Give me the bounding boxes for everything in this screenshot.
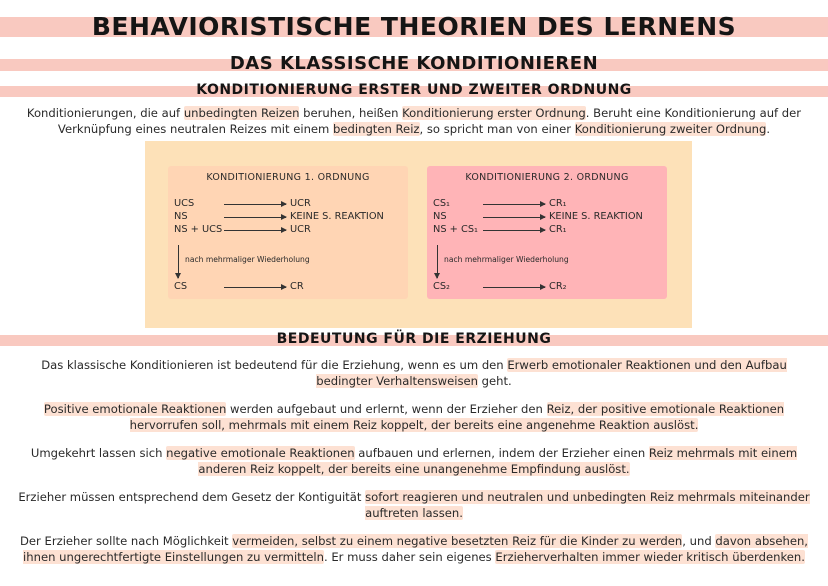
text-segment: beruhen, heißen — [299, 106, 403, 120]
right-arrow-icon — [224, 217, 286, 218]
response: CR — [290, 281, 304, 292]
highlighted-text: davon absehen, ihnen ungerechtfertigte Einstellungen zu vermitteln — [23, 534, 808, 564]
stimulus: CS₂ — [433, 281, 450, 292]
highlighted-text: Positive emotionale Reaktionen — [43, 402, 227, 416]
highlighted-text: bedingten Reiz — [333, 122, 420, 136]
response: UCR — [290, 198, 311, 209]
text-segment: Das klassische Konditionieren ist bedeutend für die Erziehung, wenn es um den — [41, 358, 508, 372]
highlighted-text: unbedingten Reizen — [183, 106, 300, 120]
highlighted-text: Konditionierung erster Ordnung — [402, 106, 586, 120]
right-arrow-icon — [483, 230, 545, 231]
stimulus: NS — [433, 211, 447, 222]
stimulus: NS + UCS — [174, 224, 223, 235]
text-segment: . Er muss daher sein eigenes — [323, 550, 496, 564]
card-second-order — [427, 166, 667, 299]
section-heading-education: BEDEUTUNG FÜR DIE ERZIEHUNG — [276, 331, 552, 347]
card-title: KONDITIONIERUNG 1. ORDNUNG — [206, 172, 370, 183]
text-segment: Konditionierungen, die auf — [26, 106, 184, 120]
highlighted-text: negative emotionale Reaktionen — [166, 446, 355, 460]
text-segment: . Beruht eine Konditionierung auf der Verknüpfung eines neutralen Reizes mit einem — [57, 106, 802, 136]
stimulus: CS — [174, 281, 188, 292]
highlighted-text: vermeiden, selbst zu einem negative besetzten Reiz für die Kinder zu werden — [232, 534, 683, 548]
text-segment: Der Erzieher sollte nach Möglichkeit — [20, 534, 233, 548]
highlighted-text: Erwerb emotionaler Reaktionen und den Aufbau bedingter Verhaltensweisen — [316, 358, 787, 388]
right-arrow-icon — [483, 204, 545, 205]
stimulus: CS₁ — [433, 198, 450, 209]
highlighted-text: Reiz, der positive emotionale Reaktionen hervorrufen soll, mehrmals mit einem Reiz koppelt, der bereits eine angenehme Reaktion auslöst. — [129, 402, 785, 432]
highlighted-text: Konditionierung zweiter Ordnung — [574, 122, 767, 136]
text-segment: geht. — [477, 374, 512, 388]
text-segment: aufbauen und erlernen, indem der Erzieher einen — [354, 446, 649, 460]
down-arrow-icon — [437, 245, 438, 278]
text-segment: , und — [682, 534, 716, 548]
right-arrow-icon — [483, 287, 545, 288]
education-paragraph — [14, 357, 814, 389]
section-heading-orders: KONDITIONIERUNG ERSTER UND ZWEITER ORDNUNG — [196, 82, 632, 98]
highlighted-text: Reiz mehrmals mit einem anderen Reiz koppelt, der bereits eine unangenehme Empfindung auslöst. — [198, 446, 798, 476]
response: CR₁ — [549, 198, 567, 209]
response: KEINE S. REAKTION — [290, 211, 384, 222]
education-paragraph — [14, 445, 814, 477]
stimulus: NS + CS₁ — [433, 224, 478, 235]
right-arrow-icon — [224, 204, 286, 205]
response: CR₁ — [549, 224, 567, 235]
education-paragraph — [14, 533, 814, 565]
response: KEINE S. REAKTION — [549, 211, 643, 222]
highlighted-text: Erzieherverhalten immer wieder kritisch überdenken. — [495, 550, 805, 564]
text-segment: werden aufgebaut und erlernt, wenn der Erzieher den — [226, 402, 547, 416]
down-arrow-icon — [178, 245, 179, 278]
response: UCR — [290, 224, 311, 235]
text-segment: Umgekehrt lassen sich — [30, 446, 167, 460]
card-first-order — [168, 166, 408, 299]
right-arrow-icon — [483, 217, 545, 218]
stimulus: NS — [174, 211, 188, 222]
text-segment: , so spricht man von einer — [419, 122, 575, 136]
right-arrow-icon — [224, 287, 286, 288]
education-paragraph — [14, 489, 814, 521]
education-paragraph — [14, 401, 814, 433]
intro-paragraph — [14, 105, 814, 137]
stimulus: UCS — [174, 198, 195, 209]
page-title: BEHAVIORISTISCHE THEORIEN DES LERNENS — [91, 12, 737, 41]
repetition-note: nach mehrmaliger Wiederholung — [185, 255, 310, 264]
card-title: KONDITIONIERUNG 2. ORDNUNG — [465, 172, 629, 183]
conditioning-diagram — [145, 141, 692, 328]
page-subtitle: DAS KLASSISCHE KONDITIONIEREN — [229, 53, 599, 74]
highlighted-text: sofort reagieren und neutralen und unbedingten Reiz mehrmals miteinander auftreten lassen. — [365, 490, 810, 520]
text-segment: . — [766, 122, 771, 136]
right-arrow-icon — [224, 230, 286, 231]
response: CR₂ — [549, 281, 567, 292]
repetition-note: nach mehrmaliger Wiederholung — [444, 255, 569, 264]
text-segment: Erzieher müssen entsprechend dem Gesetz der Kontiguität — [18, 490, 366, 504]
